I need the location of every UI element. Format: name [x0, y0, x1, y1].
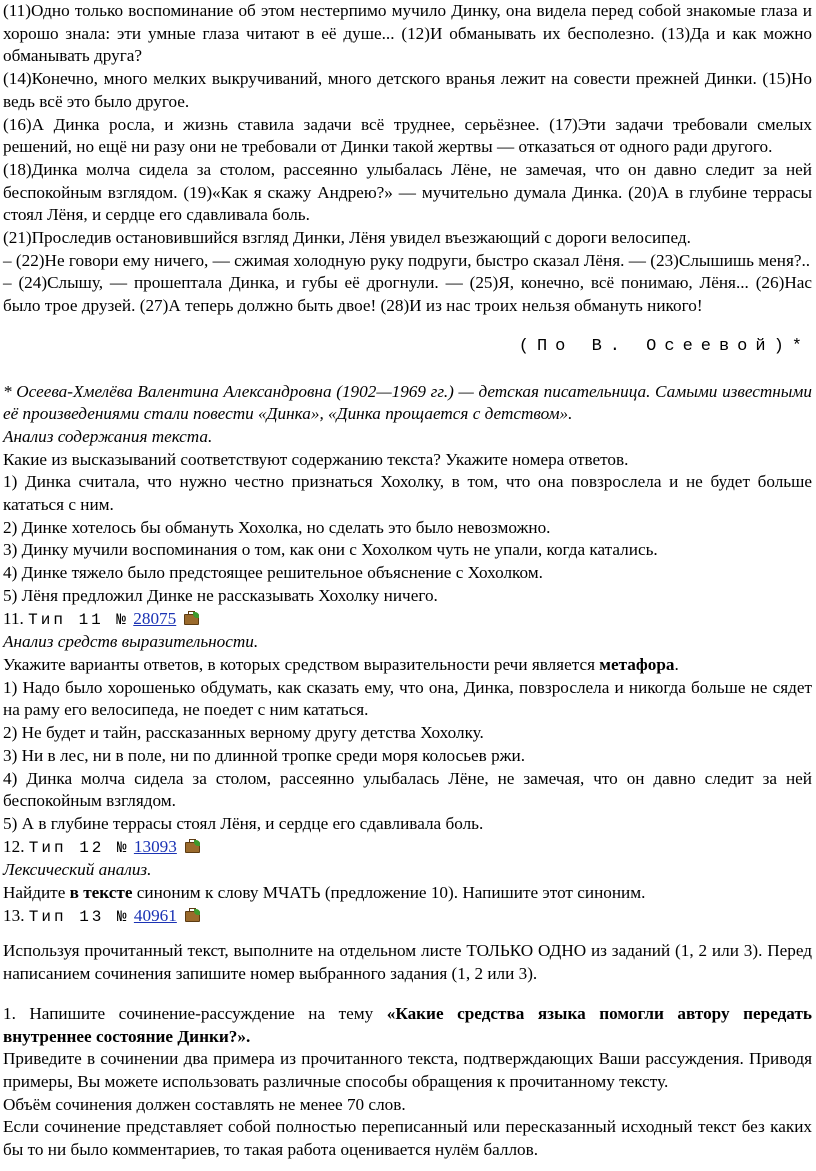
answer-option: 5) А в глубине террасы стоял Лёня, и сердце его сдавливала боль. [3, 813, 484, 833]
task11-meta [3, 608, 812, 632]
answer-option: 1) Надо было хорошенько обдумать, как сказать ему, что она, Динка, повзрослела и никогда больше не сядет на раму его велосипеда, не поедет с ним кататься. [3, 677, 813, 720]
essay-instruction: Объём сочинения должен составлять не менее 70 слов. [3, 1094, 406, 1114]
source-author: (По В. Осеевой)* [518, 336, 810, 356]
task-number: 12. [3, 836, 25, 856]
task-type-label: Тип 11 № [28, 610, 129, 629]
task11-options [3, 471, 812, 607]
text-paragraph: – (24)Слышу, — прошептала Динка, и губы её дрогнули. — (25)Я, конечно, всё понимаю, Лёня... (26)Нас было трое друзей. (27)А теперь должно быть двое! (28)И из нас троих нельзя обмануть никого! [3, 273, 812, 316]
essay-intro: Используя прочитанный текст, выполните на отдельном листе ТОЛЬКО ОДНО из заданий (1, 2 или 3). Перед написанием сочинения запишите номер выбранного задания (1, 2 или 3). [3, 941, 812, 984]
answer-option: 4) Динка молча сидела за столом, рассеянно улыбалась Лёне, не замечая, что он давно следит за ней беспокойным взглядом. [3, 768, 812, 811]
briefcase-icon[interactable] [184, 611, 199, 625]
task-link[interactable]: 40961 [133, 905, 177, 925]
task-type-label: Тип 13 № [28, 907, 130, 926]
text-paragraph: (16)А Динка росла, и жизнь ставила задачи всё труднее, серьёзнее. (17)Эти задачи требовали смелых решений, но ещё ни разу они не требовали от Динки такой жертвы — отказаться от одного ради другого. [3, 114, 812, 157]
task-number: 11. [3, 608, 24, 628]
essay-instruction: Если сочинение представляет собой полностью переписанный или пересказанный исходный текст без каких бы то ни было комментариев, то такая работа оценивается нулём баллов. [3, 1117, 812, 1160]
briefcase-icon[interactable] [185, 839, 200, 853]
task-number: 13. [3, 905, 25, 925]
author-footnote: * Осеева-Хмелёва Валентина Александровна (1902—1969 гг.) — детская писательница. Самыми известными её произведениями стали повести «Динка», «Динка прощается с детством». [3, 381, 812, 424]
task12-heading: Анализ средств выразительности. [3, 632, 259, 652]
essay-task-1: 1. Напишите сочинение-рассуждение на тему «Какие средства языка помогли автору передать внутреннее состояние Динки?». [3, 1003, 812, 1046]
task11-heading: Анализ содержания текста. [3, 426, 213, 446]
task13-question: Найдите в тексте синоним к слову МЧАТЬ (предложение 10). Напишите этот синоним. [3, 883, 646, 903]
answer-option: 3) Ни в лес, ни в поле, ни по длинной тропке среди моря колосьев ржи. [3, 745, 526, 765]
task-link[interactable]: 13093 [133, 836, 177, 856]
essay-instruction: Приведите в сочинении два примера из прочитанного текста, подтверждающих Ваши рассуждения. Приводя примеры, Вы можете использовать различные способы обращения к прочитанному тексту. [3, 1049, 812, 1091]
task11-question: Какие из высказываний соответствуют содержанию текста? Укажите номера ответов. [3, 449, 629, 469]
answer-option: 2) Не будет и тайн, рассказанных верному другу детства Хохолку. [3, 723, 484, 743]
answer-option: 2) Динке хотелось бы обмануть Хохолка, но сделать это было невозможно. [3, 517, 551, 537]
answer-option: 4) Динке тяжело было предстоящее решительное объяснение с Хохолком. [3, 563, 543, 583]
answer-option: 1) Динка считала, что нужно честно признаться Хохолку, в том, что она повзрослела и не будет больше кататься с ним. [3, 472, 813, 515]
text-paragraph: (11)Одно только воспоминание об этом нестерпимо мучило Динку, она видела перед собой знакомые глаза и хорошо знала: эти умные глаза читают в её душе... (12)И обманывать их бесполезно. (13)Да и как можно обманывать друга? [3, 1, 812, 66]
answer-option: 3) Динку мучили воспоминания о том, как они с Хохолком чуть не упали, когда катались. [3, 540, 658, 560]
task12-options [3, 677, 812, 836]
task13-meta [3, 905, 812, 929]
task13-heading: Лексический анализ. [3, 860, 152, 880]
briefcase-icon[interactable] [185, 908, 200, 922]
task12-question: Укажите варианты ответов, в которых средством выразительности речи является метафора. [3, 654, 679, 674]
text-paragraph: (18)Динка молча сидела за столом, рассеянно улыбалась Лёне, не замечая, что он давно следит за ней беспокойным взглядом. (19)«Как я скажу Андрею?» — мучительно думала Динка. (20)А в глубине террасы стоял Лёня, и сердце его сдавливала боль. [3, 159, 812, 225]
text-paragraph: – (22)Не говори ему ничего, — сжимая холодную руку подруги, быстро сказал Лёня. — (23)Слышишь меня?.. [3, 250, 811, 270]
task-link[interactable]: 28075 [133, 608, 177, 628]
answer-option: 5) Лёня предложил Динке не рассказывать Хохолку ничего. [3, 585, 438, 605]
task12-meta [3, 836, 812, 860]
text-paragraph: (21)Проследив остановившийся взгляд Динки, Лёня увидел въезжающий с дороги велосипед. [3, 228, 691, 248]
task-type-label: Тип 12 № [28, 838, 130, 857]
text-paragraph: (14)Конечно, много мелких выкручиваний, много детского вранья лежит на совести прежней Динки. (15)Но ведь всё это было другое. [3, 69, 812, 111]
